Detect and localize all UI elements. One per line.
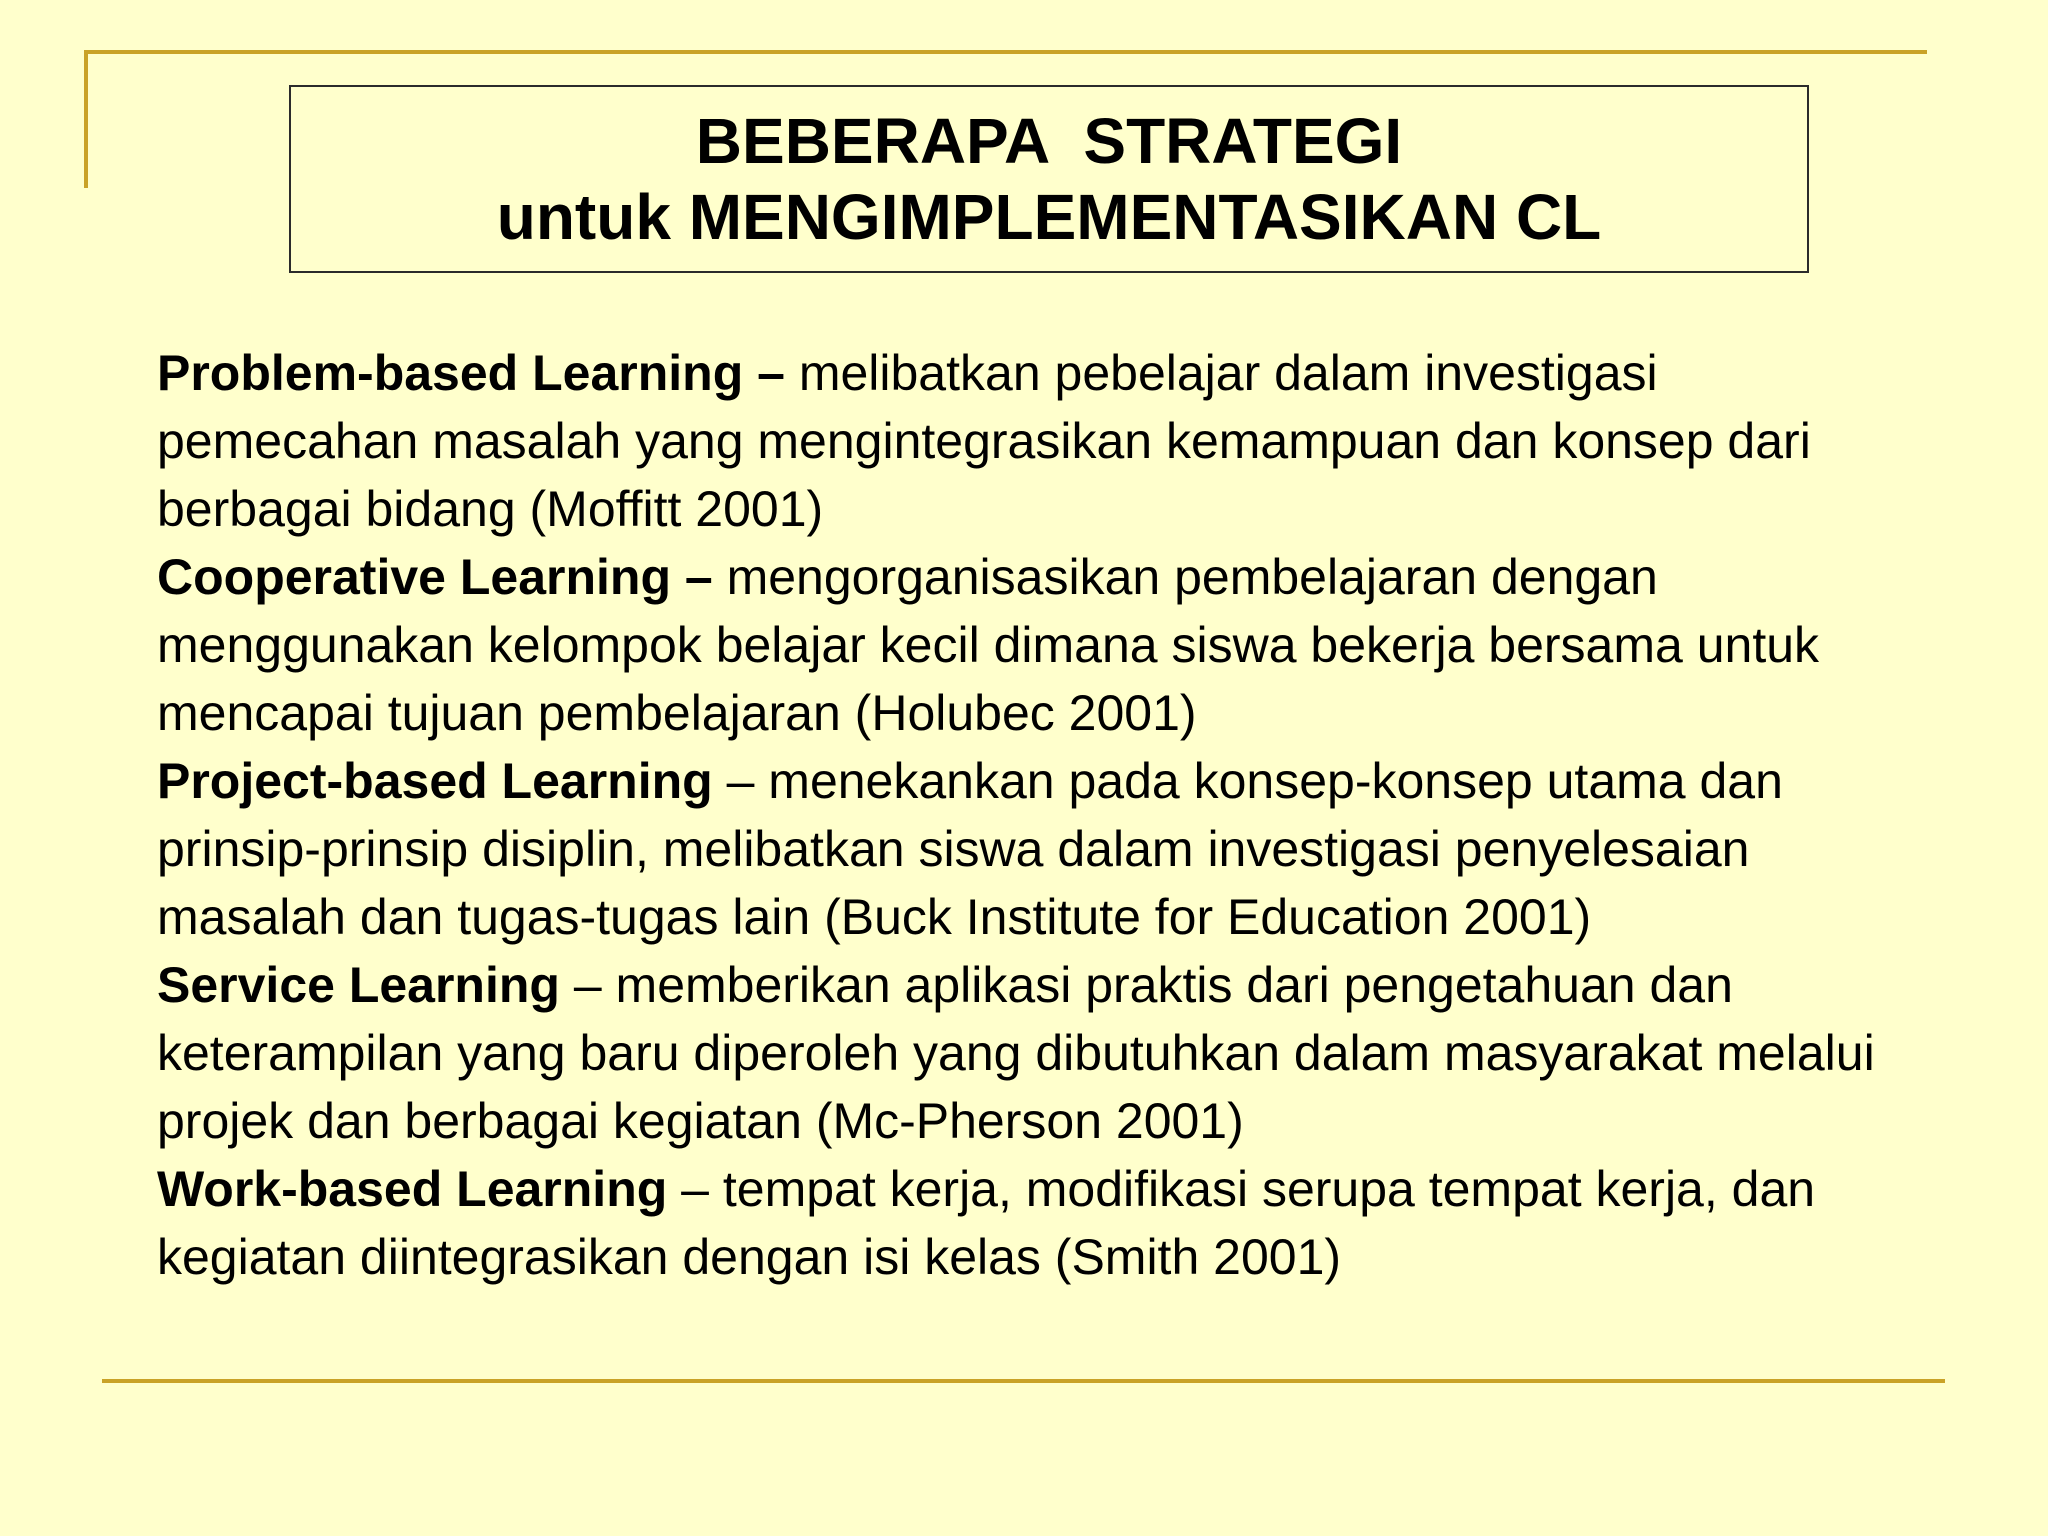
strategy-description: mengorganisasikan pembelajaran dengan menggunakan kelompok belajar kecil dimana siswa bekerja bersama untuk mencapai tujuan pembelajaran (Holubec 2001) bbox=[157, 549, 1820, 741]
title-box bbox=[289, 85, 1809, 273]
strategy-term: Project-based Learning bbox=[157, 753, 713, 809]
strategy-description: – tempat kerja, modifikasi serupa tempat kerja, dan kegiatan diintegrasikan dengan isi kelas (Smith 2001) bbox=[157, 1161, 1816, 1285]
title-line-1: BEBERAPA STRATEGI bbox=[695, 105, 1403, 177]
bottom-divider bbox=[102, 1379, 1945, 1383]
strategy-item-problem-based bbox=[157, 339, 1917, 543]
strategy-description: melibatkan pebelajar dalam investigasi pemecahan masalah yang mengintegrasikan kemampuan dan konsep dari berbagai bidang (Moffitt 2001) bbox=[157, 345, 1811, 537]
strategy-list bbox=[157, 339, 1917, 1291]
strategy-term: Work-based Learning bbox=[157, 1161, 668, 1217]
title-line-2: untuk MENGIMPLEMENTASIKAN CL bbox=[496, 181, 1602, 253]
top-divider bbox=[84, 50, 1927, 54]
strategy-description: – memberikan aplikasi praktis dari pengetahuan dan keterampilan yang baru diperoleh yang dibutuhkan dalam masyarakat melalui projek dan berbagai kegiatan (Mc-Pherson 2001) bbox=[157, 957, 1875, 1149]
strategy-term: Cooperative Learning – bbox=[157, 549, 713, 605]
strategy-item-project-based bbox=[157, 747, 1917, 951]
strategy-item-cooperative bbox=[157, 543, 1917, 747]
strategy-term: Problem-based Learning – bbox=[157, 345, 785, 401]
strategy-term: Service Learning bbox=[157, 957, 560, 1013]
strategy-description: – menekankan pada konsep-konsep utama dan prinsip-prinsip disiplin, melibatkan siswa dalam investigasi penyelesaian masalah dan tugas-tugas lain (Buck Institute for Education 2001) bbox=[157, 753, 1783, 945]
strategy-item-service bbox=[157, 951, 1917, 1155]
strategy-item-work-based bbox=[157, 1155, 1917, 1291]
left-divider bbox=[84, 50, 88, 188]
